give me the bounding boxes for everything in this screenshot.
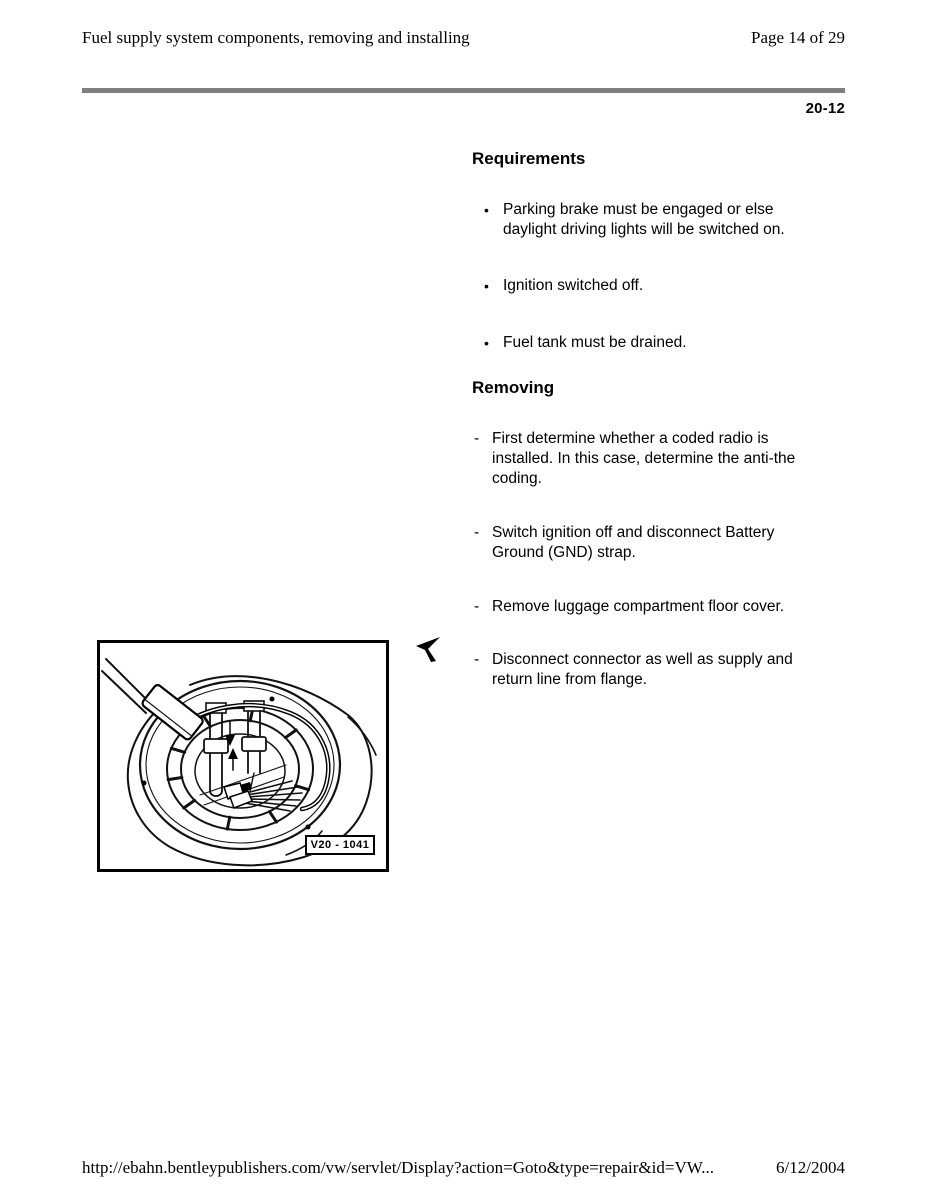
list-item [484,333,687,353]
figure-label: V20 - 1041 [305,835,375,855]
list-item-text: Ignition switched off. [503,277,644,294]
removing-heading: Removing [472,378,555,397]
list-item [484,200,785,240]
footer-date: 6/12/2004 [776,1158,845,1177]
header-page-indicator: Page 14 of 29 [751,28,845,47]
bullet-marker: • [484,278,489,294]
list-item-text: Switch ignition off and disconnect Battery [492,524,775,541]
list-item-text: Ground (GND) strap. [492,544,636,561]
dash-marker: - [474,524,480,541]
header-title: Fuel supply system components, removing and installing [82,28,470,47]
list-item [474,523,774,563]
fuel-pump-flange-figure [97,640,389,872]
list-item-text: installed. In this case, determine the anti-the [492,450,796,467]
list-item [474,429,795,489]
list-item-text: coding. [492,470,542,487]
bullet-marker: • [484,202,489,218]
list-item [474,597,784,617]
list-item-text: return line from flange. [492,671,648,688]
list-item-text: First determine whether a coded radio is [492,430,769,447]
bullet-marker: • [484,335,489,351]
section-number: 20-12 [805,100,845,117]
requirements-heading: Requirements [472,149,586,168]
list-item-text: Parking brake must be engaged or else [503,201,774,218]
list-item [474,650,793,690]
list-item [484,276,643,296]
footer [82,1157,845,1179]
dash-marker: - [474,598,480,615]
dash-marker: - [474,651,480,668]
dash-marker: - [474,430,480,447]
footer-url: http://ebahn.bentleypublishers.com/vw/servlet/Display?action=Goto&type=repair&id=VW... [82,1158,714,1177]
figure-pointer-arrow-icon [414,636,442,664]
list-item-text: daylight driving lights will be switched on. [503,221,785,238]
header-divider [82,88,845,93]
list-item-text: Disconnect connector as well as supply and [492,651,793,668]
list-item-text: Fuel tank must be drained. [503,334,687,351]
list-item-text: Remove luggage compartment floor cover. [492,598,785,615]
